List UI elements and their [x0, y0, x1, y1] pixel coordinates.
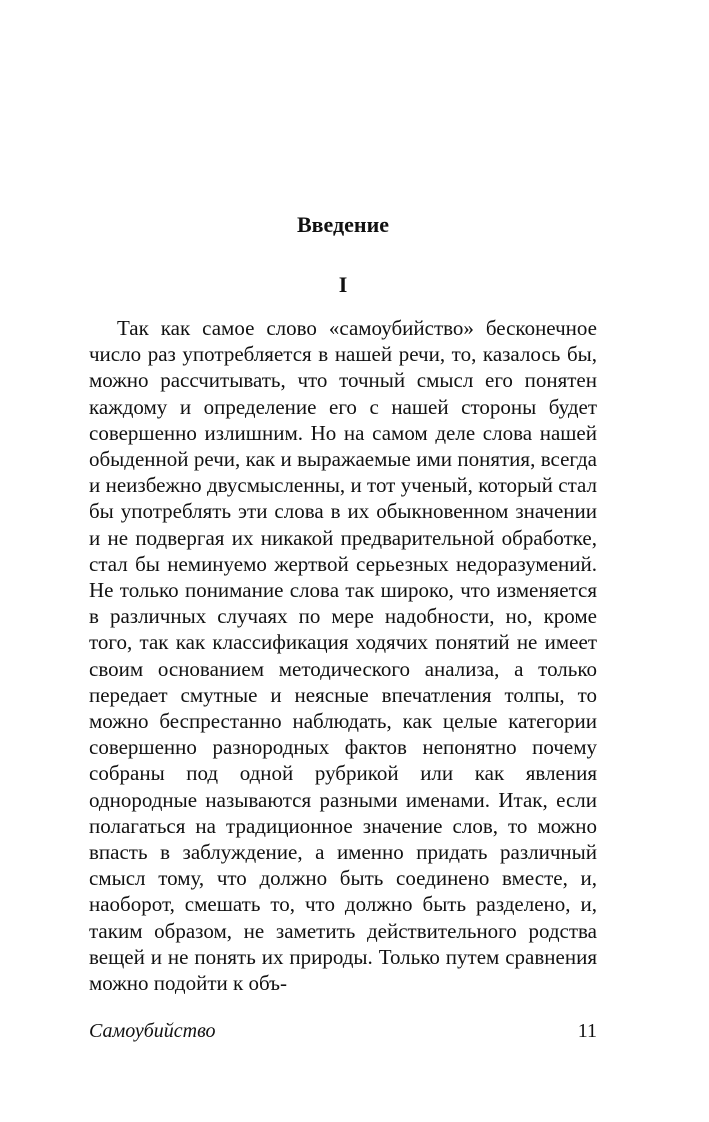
running-title: Самоубийство — [89, 1020, 216, 1042]
page-footer — [89, 1016, 597, 1046]
body-paragraph: Так как самое слово «самоубийство» бесконечное число раз употребляется в нашей речи, то, казалось бы, можно рассчитывать, что точный смысл его понятен каждому и определение его с нашей стороны будет совершенно излишним. Но на самом деле слова нашей обыденной речи, как и выражаемые ими понятия, всегда и неизбежно двусмысленны, и тот ученый, который стал бы употреблять эти слова в их обыкновенном значении и не подвергая их никакой предварительной обработке, стал бы неминуемо жертвой серьезных недоразумений. Не только понимание слова так широко, что изменяется в различных случаях по мере надобности, но, кроме того, так как классификация ходячих понятий не имеет своим основанием методического анализа, а только передает смутные и неясные впечатления толпы, то можно беспрестанно наблюдать, как целые категории совершенно разнородных фактов непонятно почему собраны под одной рубрикой или как явления однородные называются разными именами. Итак, если полагаться на традиционное значение слов, то можно впасть в заблуждение, а именно придать различный смысл тому, что должно быть соединено вместе, и, наоборот, смешать то, что должно быть разделено, и, таким образом, не заметить действительного родства вещей и не понять их природы. Только путем сравнения можно подойти к объ- — [89, 316, 597, 996]
book-page — [89, 0, 597, 1122]
chapter-title: Введение — [296, 212, 390, 237]
section-numeral: I — [338, 272, 348, 297]
page-number: 11 — [577, 1020, 597, 1042]
